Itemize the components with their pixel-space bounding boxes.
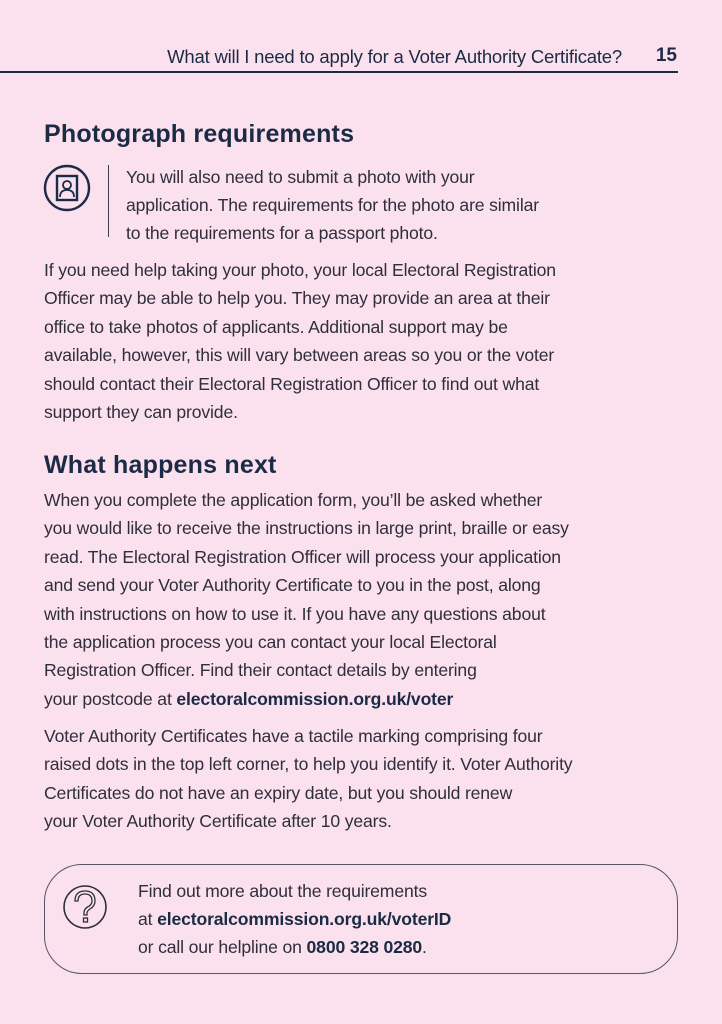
text-line: the application process you can contact your local Electoral	[44, 632, 497, 653]
text-line: your Voter Authority Certificate after 10 years.	[44, 811, 392, 832]
text-line: should contact their Electoral Registration Officer to find out what	[44, 373, 540, 394]
voter-link[interactable]: electoralcommission.org.uk/voter	[176, 688, 454, 709]
question-mark-icon	[62, 884, 108, 930]
text-fragment: .	[422, 937, 427, 957]
text-line: raised dots in the top left corner, to help you identify it. Voter Authority	[44, 754, 573, 775]
text-line: Voter Authority Certificates have a tactile marking comprising four	[44, 726, 543, 746]
text-fragment: or call our helpline on	[138, 937, 307, 957]
photo-help-paragraph	[44, 256, 556, 426]
header-rule	[0, 71, 678, 73]
text-fragment: your postcode at	[44, 688, 177, 709]
text-line	[138, 905, 451, 933]
text-line: and send your Voter Authority Certificate to you in the post, along	[44, 575, 541, 596]
text-line: with instructions on how to use it. If you have any questions about	[44, 603, 546, 624]
text-line: Officer may be able to help you. They may provide an area at their	[44, 288, 550, 309]
text-line: support they can provide.	[44, 402, 238, 423]
photo-intro	[126, 163, 539, 247]
callout-text	[138, 877, 451, 961]
text-line: If you need help taking your photo, your local Electoral Registration	[44, 260, 556, 280]
photo-portrait-icon	[42, 163, 92, 213]
text-line: You will also need to submit a photo with your	[126, 167, 475, 187]
text-line: read. The Electoral Registration Officer will process your application	[44, 546, 561, 567]
text-line: application. The requirements for the photo are similar	[126, 195, 539, 215]
next-paragraph-1	[44, 486, 569, 713]
text-fragment: at	[138, 909, 158, 929]
text-line: When you complete the application form, you’ll be asked whether	[44, 490, 543, 510]
helpline-number[interactable]: 0800 328 0280	[306, 937, 423, 957]
intro-divider	[108, 165, 109, 237]
header-title: What will I need to apply for a Voter Authority Certificate?	[167, 46, 622, 67]
text-line: Find out more about the requirements	[138, 881, 427, 901]
text-line	[138, 933, 451, 961]
text-line: Certificates do not have an expiry date, but you should renew	[44, 782, 513, 803]
text-line: you would like to receive the instructions in large print, braille or easy	[44, 518, 569, 539]
page-number: 15	[655, 45, 677, 66]
text-line: Registration Officer. Find their contact details by entering	[44, 660, 477, 681]
text-line: available, however, this will vary between areas so you or the voter	[44, 345, 555, 366]
text-line: office to take photos of applicants. Additional support may be	[44, 316, 508, 337]
running-header	[0, 38, 680, 72]
section-heading-photo: Photograph requirements	[44, 120, 355, 148]
text-line: to the requirements for a passport photo.	[126, 223, 438, 243]
section-heading-next: What happens next	[44, 451, 277, 479]
next-paragraph-2	[44, 722, 572, 836]
text-line	[44, 685, 569, 713]
voterid-link[interactable]: electoralcommission.org.uk/voterID	[157, 909, 452, 929]
